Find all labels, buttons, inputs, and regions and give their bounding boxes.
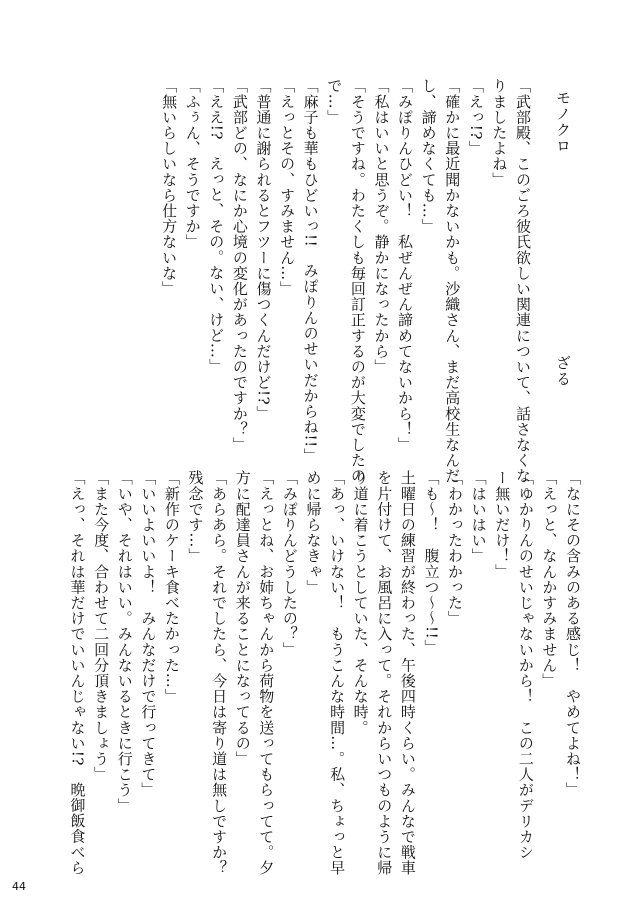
text-line: し、諦めなくても…」 bbox=[419, 78, 438, 234]
text-line: を片付けて、お風呂に入って。それからいつものように帰 bbox=[375, 470, 394, 876]
text-line: 「あらあら。それでしたら、今日は寄り道は無しですか？ bbox=[210, 470, 229, 876]
text-line: 「武部殿、このごろ彼氏欲しい関連について、話さなくな bbox=[514, 78, 532, 484]
upper-text-block bbox=[157, 78, 535, 484]
text-line: 「いや、それはいい。みんないるときに行こう」 bbox=[115, 470, 134, 814]
text-line: り道に着こうとしていた、そんな時。 bbox=[351, 470, 370, 736]
page-number: 44 bbox=[12, 880, 26, 893]
text-line: りましたよね」 bbox=[490, 78, 509, 188]
text-line: 「ええ!? えっと、その。ない、けど…」 bbox=[207, 78, 226, 375]
text-line: 「新作のケーキ食べたかった…」 bbox=[162, 470, 181, 704]
text-line: 「ふぅん、そうですか」 bbox=[183, 78, 202, 250]
text-line: 「えっとその、すみません…」 bbox=[278, 78, 297, 297]
text-line: 「麻子も華もひどいっ!! みぽりんのせいだからね!!」 bbox=[301, 78, 320, 464]
text-line: 「武部どの、なにか心境の変化があったのですか？」 bbox=[230, 78, 249, 453]
text-line: 「みぽりんどうしたの？」 bbox=[280, 470, 299, 658]
story-title: モノクロ bbox=[554, 90, 572, 154]
text-line: 「無いらしいなら仕方ないな」 bbox=[160, 78, 179, 297]
text-line: 残念です…」 bbox=[186, 470, 205, 564]
text-line: めに帰らなきゃ」 bbox=[304, 470, 323, 595]
text-line: 「あっ、いけない！ もうこんな時間…。私、ちょっと早 bbox=[328, 470, 347, 876]
text-line: 「私はいいと思うぞ。静かになったから」 bbox=[372, 78, 391, 375]
text-line: 「えっ!?」 bbox=[466, 78, 485, 156]
text-line: 「ゆかりんのせいじゃないから！ この二人がデリカシ bbox=[516, 470, 535, 860]
story-author: ざる bbox=[554, 355, 572, 387]
text-line: 「も～！ 腹立つ～～!!」 bbox=[422, 470, 441, 655]
text-line: ー無いだけ！」 bbox=[493, 470, 512, 580]
text-line: 「いいよいいよ！ みんなだけで行ってきて」 bbox=[139, 470, 158, 798]
text-line: 「確かに最近聞かないかも。沙織さん、まだ高校生なんだ bbox=[443, 78, 462, 484]
text-line: 「みぽりんひどい！ 私ぜんぜん諦めてないから！」 bbox=[396, 78, 415, 453]
lower-text-block bbox=[65, 470, 584, 876]
text-line: 「えっ、それは華だけでいいんじゃない!? 晩御飯食べら bbox=[68, 470, 87, 876]
text-line: 「また今度、合わせて二回分頂きましょう」 bbox=[92, 470, 111, 782]
text-line: 土曜日の練習が終わった、午後四時くらい。みんなで戦車 bbox=[398, 470, 417, 876]
text-line: 方に配達員さんが来ることになってるの」 bbox=[233, 470, 252, 767]
text-line: で…」 bbox=[325, 78, 344, 125]
text-line: 「はいはい」 bbox=[469, 470, 488, 564]
text-line: 「えっとね、お姉ちゃんから荷物を送ってもらってて。夕 bbox=[257, 470, 276, 876]
text-line: 「わかったわかった」 bbox=[446, 470, 465, 626]
text-line: 「なにその含みのある感じ！ やめてよね！」 bbox=[564, 470, 582, 798]
text-line: 「えっと、なんかすみません」 bbox=[540, 470, 559, 689]
text-line: 「そうですね。わたくしも毎回訂正するのが大変でしたの bbox=[348, 78, 367, 484]
text-line: 「普通に謝られるとフツーに傷つくんだけど!?」 bbox=[254, 78, 273, 421]
